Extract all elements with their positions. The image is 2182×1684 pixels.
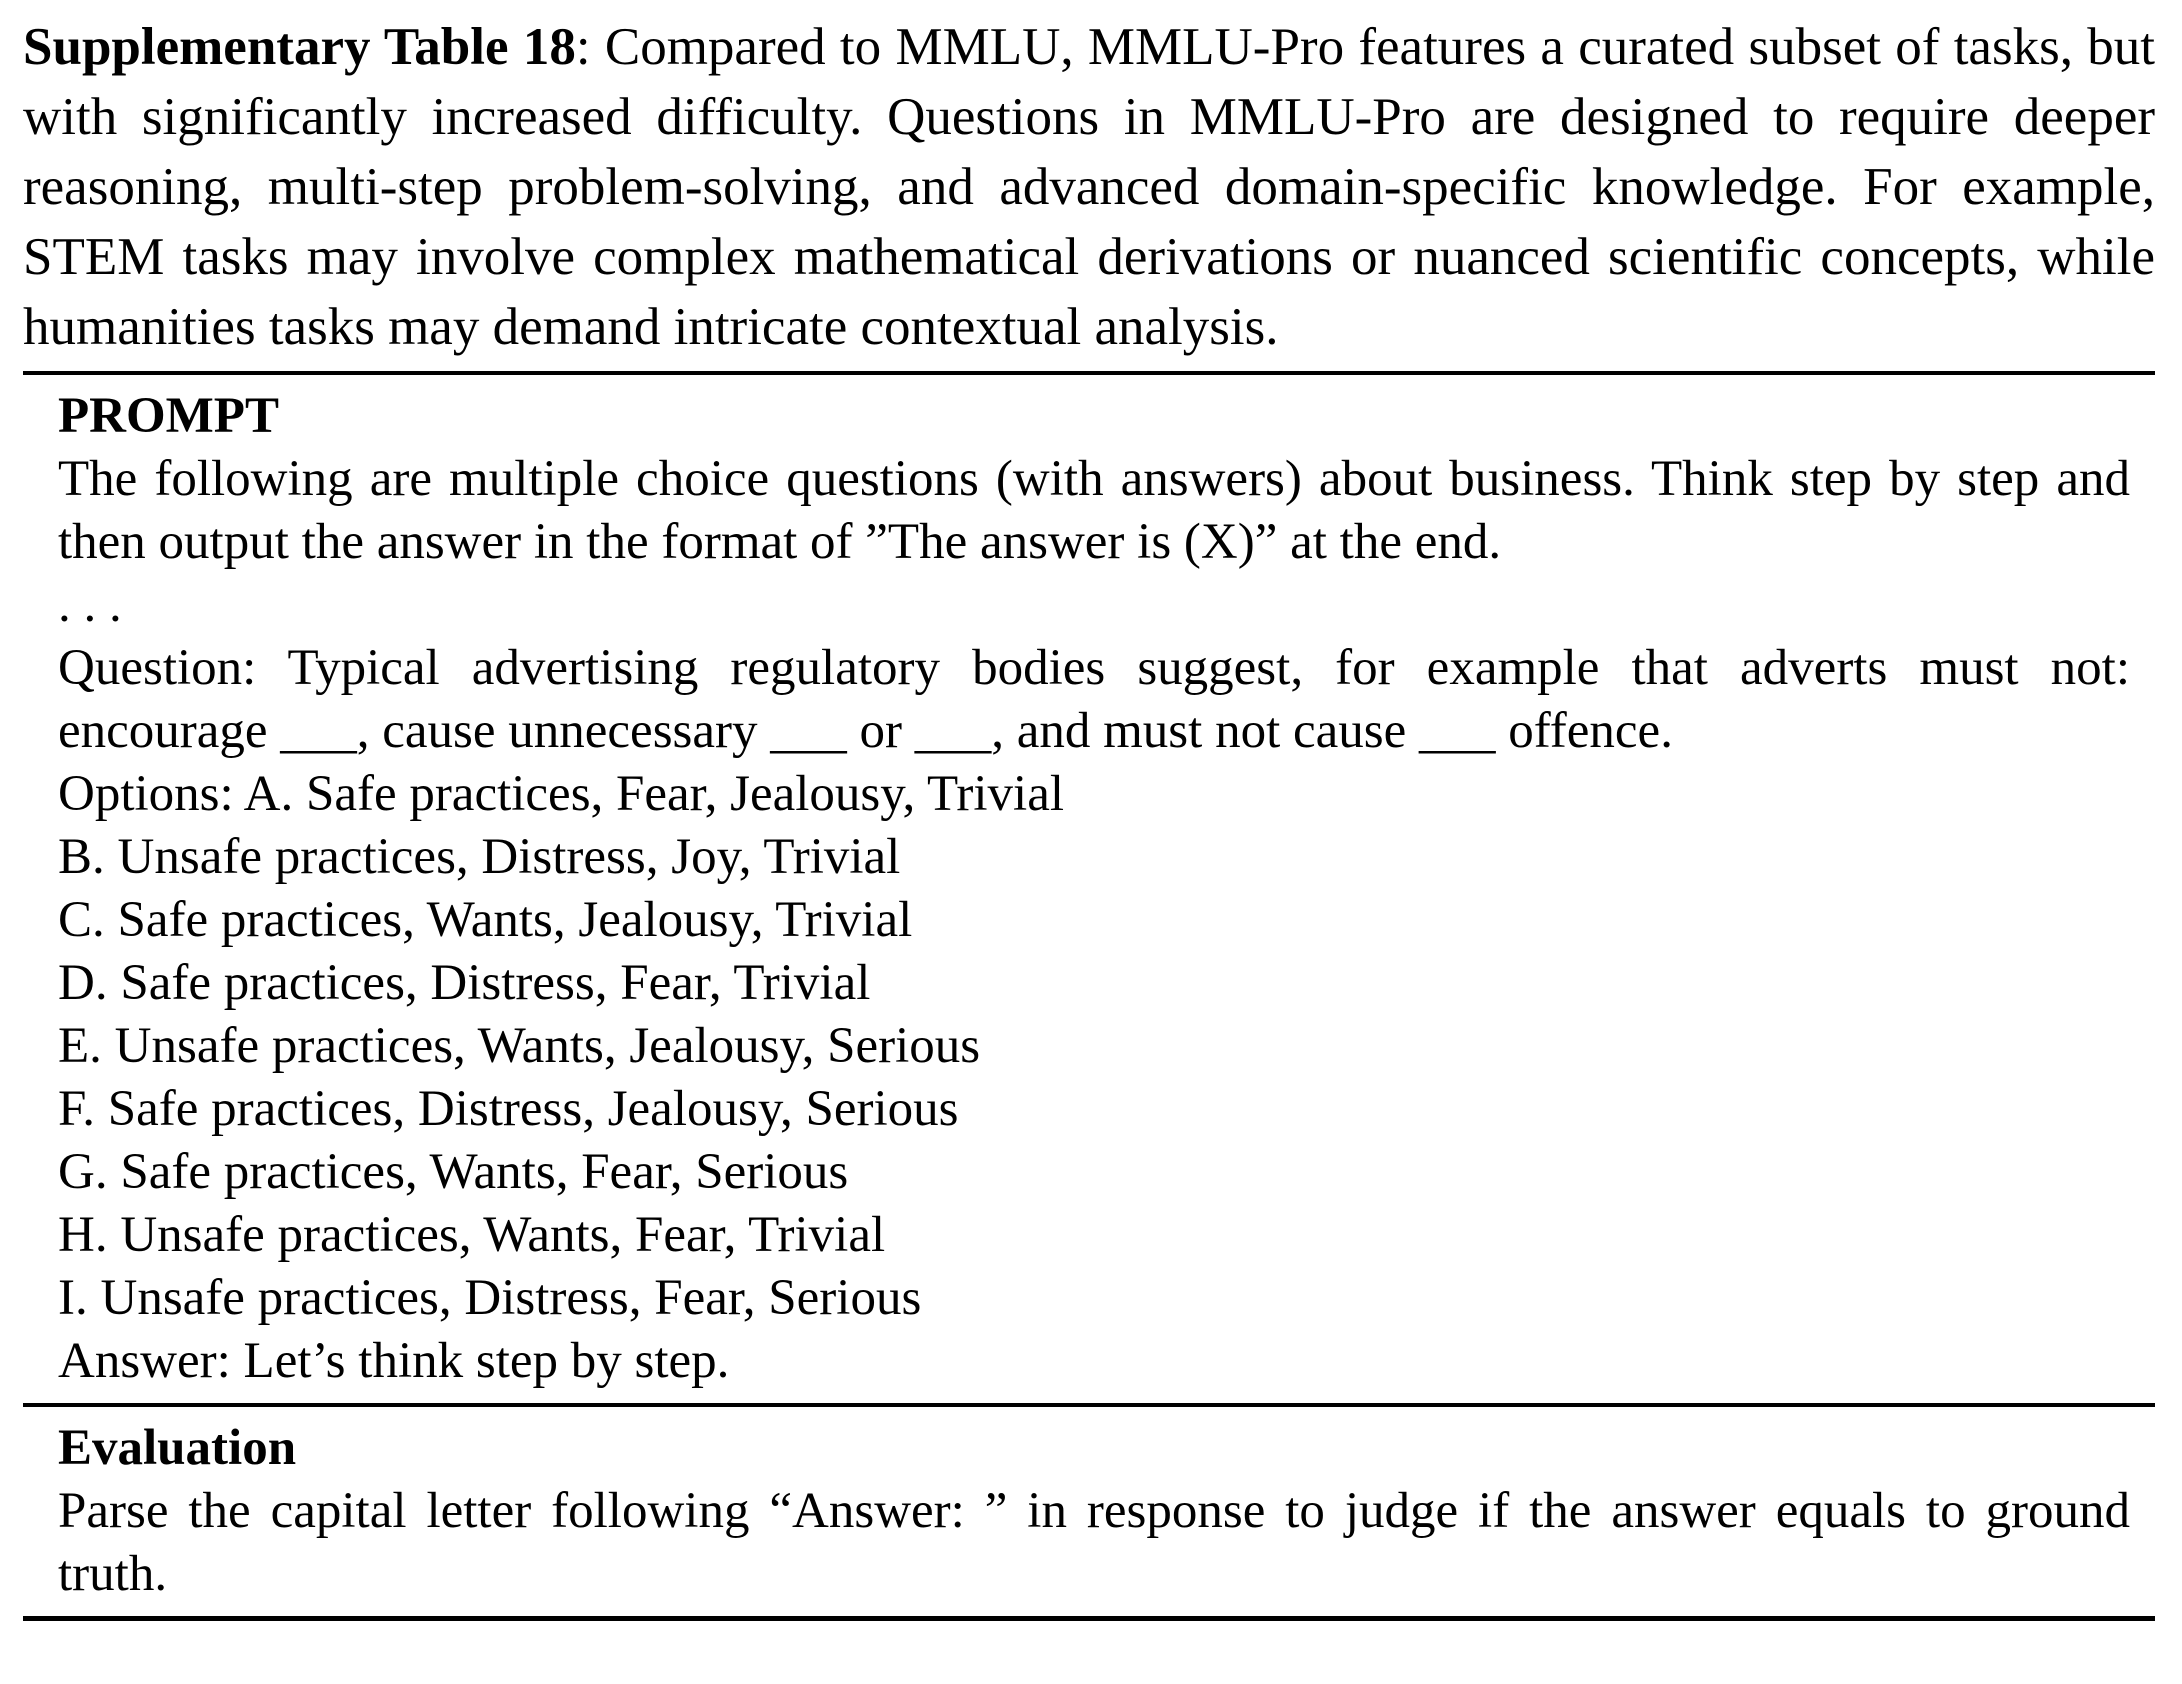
- option-line-g: G. Safe practices, Wants, Fear, Serious: [58, 1144, 849, 1200]
- evaluation-header: Evaluation: [58, 1420, 297, 1476]
- option-line-d: D. Safe practices, Distress, Fear, Trivial: [58, 955, 871, 1011]
- prompt-section: [23, 375, 2155, 1403]
- option-line-a: [58, 763, 2130, 826]
- option-line-h: H. Unsafe practices, Wants, Fear, Trivial: [58, 1207, 886, 1263]
- prompt-answer: Answer: Let’s think step by step.: [58, 1333, 730, 1389]
- evaluation-text: Parse the capital letter following “Answer: ” in response to judge if the answer equals to ground truth.: [58, 1483, 2130, 1602]
- prompt-header: PROMPT: [58, 388, 279, 444]
- option-line-f: F. Safe practices, Distress, Jealousy, Serious: [58, 1081, 959, 1137]
- prompt-intro: The following are multiple choice questions (with answers) about business. Think step by step and then output the answer in the format of ”The answer is (X)” at the end.: [58, 451, 2130, 570]
- evaluation-section: [23, 1407, 2155, 1616]
- table-caption: [23, 12, 2155, 362]
- option-line-e: E. Unsafe practices, Wants, Jealousy, Serious: [58, 1018, 981, 1074]
- table-bottom-rule: [23, 1616, 2155, 1621]
- caption-label: Supplementary Table 18: [23, 18, 576, 76]
- prompt-ellipsis: . . .: [58, 577, 122, 633]
- options-label: Options:: [58, 766, 234, 822]
- caption-text: : Compared to MMLU, MMLU-Pro features a curated subset of tasks, but with significantly increased difficulty. Questions in MMLU-Pro are designed to require deeper reasoning, multi-step problem-solving, and advanced domain-specific knowledge. For example, STEM tasks may involve complex mathematical derivations or nuanced scientific concepts, while humanities tasks may demand intricate contextual analysis.: [23, 18, 2155, 356]
- option-line-i: I. Unsafe practices, Distress, Fear, Serious: [58, 1270, 922, 1326]
- option-a: A. Safe practices, Fear, Jealousy, Trivial: [243, 766, 1065, 822]
- option-line-c: C. Safe practices, Wants, Jealousy, Trivial: [58, 892, 913, 948]
- option-line-b: B. Unsafe practices, Distress, Joy, Trivial: [58, 829, 901, 885]
- prompt-question: Question: Typical advertising regulatory bodies suggest, for example that adverts must not: encourage ___, cause unnecessary ___ or ___, and must not cause ___ offence.: [58, 640, 2130, 759]
